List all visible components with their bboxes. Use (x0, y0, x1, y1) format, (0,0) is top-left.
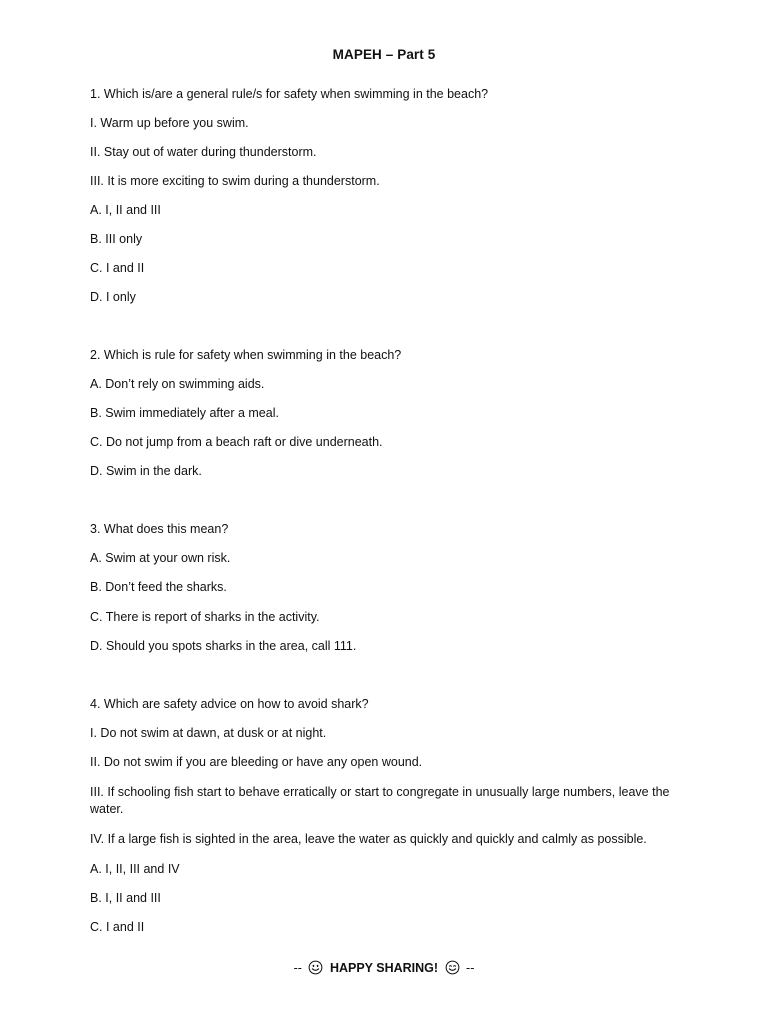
footer-suffix: -- (466, 961, 475, 975)
question-3-text: 3. What does this mean? (90, 522, 229, 536)
question-2-choice-c: C. Do not jump from a beach raft or dive underneath. (90, 435, 383, 449)
question-1-choice-d: D. I only (90, 290, 136, 304)
question-4-statement-4: IV. If a large fish is sighted in the area, leave the water as quickly and quickly and calmly as possible. (90, 832, 647, 846)
question-2-choice-a: A. Don’t rely on swimming aids. (90, 377, 265, 391)
smiley-face-icon (308, 960, 323, 975)
footer-text: HAPPY SHARING! (329, 961, 439, 975)
question-2-choice-b: B. Swim immediately after a meal. (90, 406, 279, 420)
question-3-choice-c: C. There is report of sharks in the activity. (90, 610, 320, 624)
question-4-text: 4. Which are safety advice on how to avoid shark? (90, 697, 369, 711)
question-1-choice-a: A. I, II and III (90, 203, 161, 217)
question-1-statement-1: I. Warm up before you swim. (90, 116, 249, 130)
question-3-choice-b: B. Don’t feed the sharks. (90, 580, 227, 594)
question-3-choice-d: D. Should you spots sharks in the area, call 111. (90, 639, 357, 653)
question-4-statement-2: II. Do not swim if you are bleeding or have any open wound. (90, 755, 423, 769)
question-2-text: 2. Which is rule for safety when swimming in the beach? (90, 348, 402, 362)
question-4-statement-1: I. Do not swim at dawn, at dusk or at night. (90, 726, 327, 740)
question-4-choice-b: B. I, II and III (90, 891, 161, 905)
page-footer (0, 960, 768, 975)
question-4-choice-a: A. I, II, III and IV (90, 862, 180, 876)
footer-prefix: -- (293, 961, 302, 975)
question-1-statement-2: II. Stay out of water during thunderstorm. (90, 145, 317, 159)
question-3-choice-a: A. Swim at your own risk. (90, 551, 231, 565)
page-title: MAPEH – Part 5 (332, 47, 436, 62)
question-4-statement-3: III. If schooling fish start to behave erratically or start to congregate in unusually large numbers, leave the water. (90, 785, 670, 816)
question-1-statement-3: III. It is more exciting to swim during a thunderstorm. (90, 174, 380, 188)
question-1-choice-b: B. III only (90, 232, 143, 246)
question-1-choice-c: C. I and II (90, 261, 145, 275)
question-4-choice-c: C. I and II (90, 920, 145, 934)
question-1-text: 1. Which is/are a general rule/s for safety when swimming in the beach? (90, 87, 489, 101)
smiley-face-icon (445, 960, 460, 975)
question-2-choice-d: D. Swim in the dark. (90, 464, 202, 478)
